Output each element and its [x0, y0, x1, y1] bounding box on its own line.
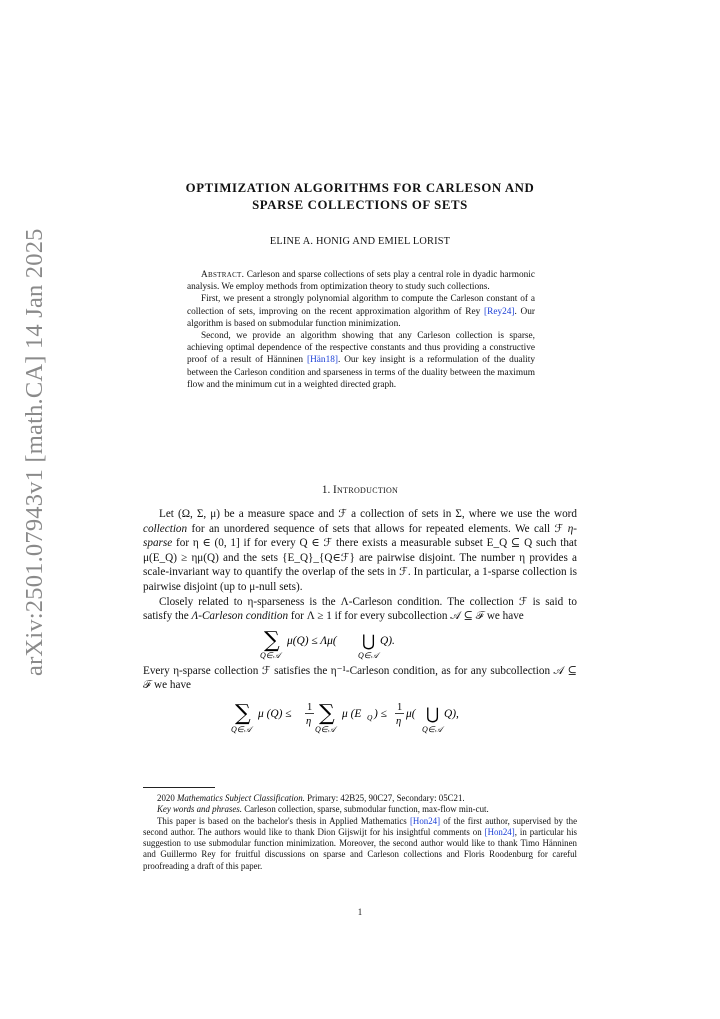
ack-text-c: , in particular his suggestion to use submodular function minimization. Moreover, the second author would like to thank Timo Hänninen and Guillermo Rey for fruitful discussions on sparse and Carleson collections and Floris Roodenburg for careful proofreading a draft of this paper. — [143, 826, 578, 871]
msc-year: 2020 — [157, 793, 175, 803]
msc-label: Mathematics Subject Classification. — [176, 793, 305, 803]
keywords-label: Key words and phrases. — [157, 804, 242, 815]
union-symbol-2: ⋃ — [426, 703, 440, 723]
equation-1-graphic — [250, 627, 470, 661]
union-subscript-2: Q∈𝒜 — [422, 724, 443, 734]
section-title: Introduction — [333, 484, 399, 496]
ack-text-b: of the first author, supervised by the second author. The authors would like to thank Dion Gijswijt for his insightful comments on — [143, 815, 578, 837]
arxiv-identifier-stamp: arXiv:2501.07943v1 [math.CA] 14 Jan 2025 — [21, 228, 48, 676]
footnotes — [143, 793, 577, 872]
equation-2-graphic — [230, 696, 490, 736]
paper-title — [120, 180, 600, 214]
body-text-1a: Let (Ω, Σ, μ) be a measure space and ℱ a collection of sets in Σ, where we use the word — [159, 508, 577, 520]
abstract-paragraph-2 — [187, 293, 535, 330]
term-carleson-condition: Λ-Carleson condition — [191, 610, 289, 623]
title-line-2: SPARSE COLLECTIONS OF SETS — [252, 198, 468, 212]
fraction-denominator-1: η — [306, 715, 312, 727]
body-paragraph-2 — [143, 595, 577, 624]
footnote-rule — [143, 787, 215, 788]
abstract-text-2a: First, we present a strongly polynomial algorithm to compute the Carleson constant of a collection of sets, improving on the recent approximation algorithm of Rey — [187, 294, 535, 317]
body-text-2a: Closely related to η-sparseness is the Λ-Carleson condition. The collection ℱ is said to satisfy the — [143, 595, 577, 623]
equation-sparse-implies-carleson — [143, 696, 577, 736]
eq2-part-b-subscript: Q — [367, 712, 373, 722]
ack-text-a: This paper is based on the bachelor's thesis in Applied Mathematics — [157, 815, 407, 826]
body-text-1c: for η ∈ (0, 1] if for every Q ∈ ℱ there exists a measurable subset E_Q ⊆ Q such that μ(E_Q) ≥ ημ(Q) and the sets {E_Q}_{Q∈ℱ} are pairwise disjoint. The number η provides a scale-invariant way to quantify the overlap of the sets in ℱ. In particular, a 1-sparse collection is pairwise disjoint (up to μ-null sets). — [143, 537, 577, 593]
term-eta-sparse: η-sparse — [143, 522, 578, 550]
summation-symbol-1: ∑ — [235, 700, 251, 726]
page-number: 1 — [357, 907, 363, 917]
fraction-numerator-2: 1 — [397, 701, 403, 713]
abstract-label: Abstract. — [201, 270, 245, 280]
term-collection: collection — [143, 522, 188, 535]
body-paragraph-3: Every η-sparse collection ℱ satisfies the η⁻¹-Carleson condition, as for any subcollection 𝒜 ⊆ ℱ we have — [143, 664, 577, 692]
body-text-1b: for an unordered sequence of sets that allows for repeated elements. We call ℱ — [191, 522, 564, 535]
citation-link-han18[interactable]: [Hän18] — [306, 355, 338, 366]
section-number: 1. — [321, 484, 331, 496]
section-heading-introduction — [120, 484, 600, 496]
abstract-text-3a: Second, we provide an algorithm showing that any Carleson collection is sparse, achieving optimal dependence of the respective constants and thus providing a constructive proof of a result of Hänninen — [187, 331, 535, 366]
eq2-part-b: μ (E — [342, 707, 362, 720]
keywords-text: Carleson collection, sparse, submodular function, max-flow min-cut. — [244, 804, 489, 815]
introduction-body — [143, 507, 577, 739]
abstract-text-2b: . Our algorithm is based on submodular function minimization. — [187, 306, 536, 329]
eq2-part-d: μ( — [406, 707, 416, 720]
summation-symbol: ∑ — [264, 627, 280, 653]
summation-subscript-1: Q∈𝒜 — [231, 724, 252, 734]
eq2-part-c: ) ≤ — [374, 707, 387, 720]
abstract-paragraph-3 — [187, 330, 535, 391]
author-line: ELINE A. HONIG AND EMIEL LORIST — [269, 236, 451, 247]
summation-subscript: Q∈𝒜 — [260, 650, 281, 660]
abstract-text-3b: . Our key insight is a reformulation of the duality between the Carleson condition and sparseness in terms of the duality between the maximum flow and the minimum cut in a weighted directed graph. — [187, 355, 535, 390]
citation-link-hon24-1[interactable]: [Hon24] — [409, 815, 441, 826]
eq1-lhs: μ(Q) ≤ Λμ( — [287, 634, 337, 647]
fraction-numerator-1: 1 — [307, 701, 313, 713]
eq2-part-a: μ (Q) ≤ — [258, 707, 292, 720]
msc-text: Primary: 42B25, 90C27, Secondary: 05C21. — [307, 793, 465, 803]
footnote-msc — [143, 793, 577, 804]
footnote-acknowledgements — [143, 816, 577, 872]
fraction-denominator-2: η — [396, 715, 402, 727]
footnote-keywords — [143, 804, 577, 815]
citation-link-rey24[interactable]: [Rey24] — [484, 306, 515, 317]
union-subscript: Q∈𝒜 — [358, 650, 379, 660]
summation-symbol-2: ∑ — [319, 700, 335, 726]
abstract-paragraph-1 — [187, 269, 535, 293]
eq2-part-e: Q), — [444, 707, 459, 720]
body-paragraph-1 — [143, 507, 577, 595]
eq1-rhs: Q). — [380, 634, 395, 647]
body-text-2b: for Λ ≥ 1 if for every subcollection 𝒜 ⊆ ℱ we have — [290, 610, 524, 623]
citation-link-hon24-2[interactable]: [Hon24] — [484, 826, 515, 837]
abstract-text-1: Carleson and sparse collections of sets play a central role in dyadic harmonic analysis. We employ methods from optimization theory to study such collections. — [187, 270, 535, 293]
summation-subscript-2: Q∈𝒜 — [315, 724, 336, 734]
title-line-1: OPTIMIZATION ALGORITHMS FOR CARLESON AND — [185, 181, 535, 195]
union-symbol: ⋃ — [362, 630, 376, 650]
equation-carleson-condition — [143, 627, 577, 661]
abstract — [187, 269, 535, 391]
